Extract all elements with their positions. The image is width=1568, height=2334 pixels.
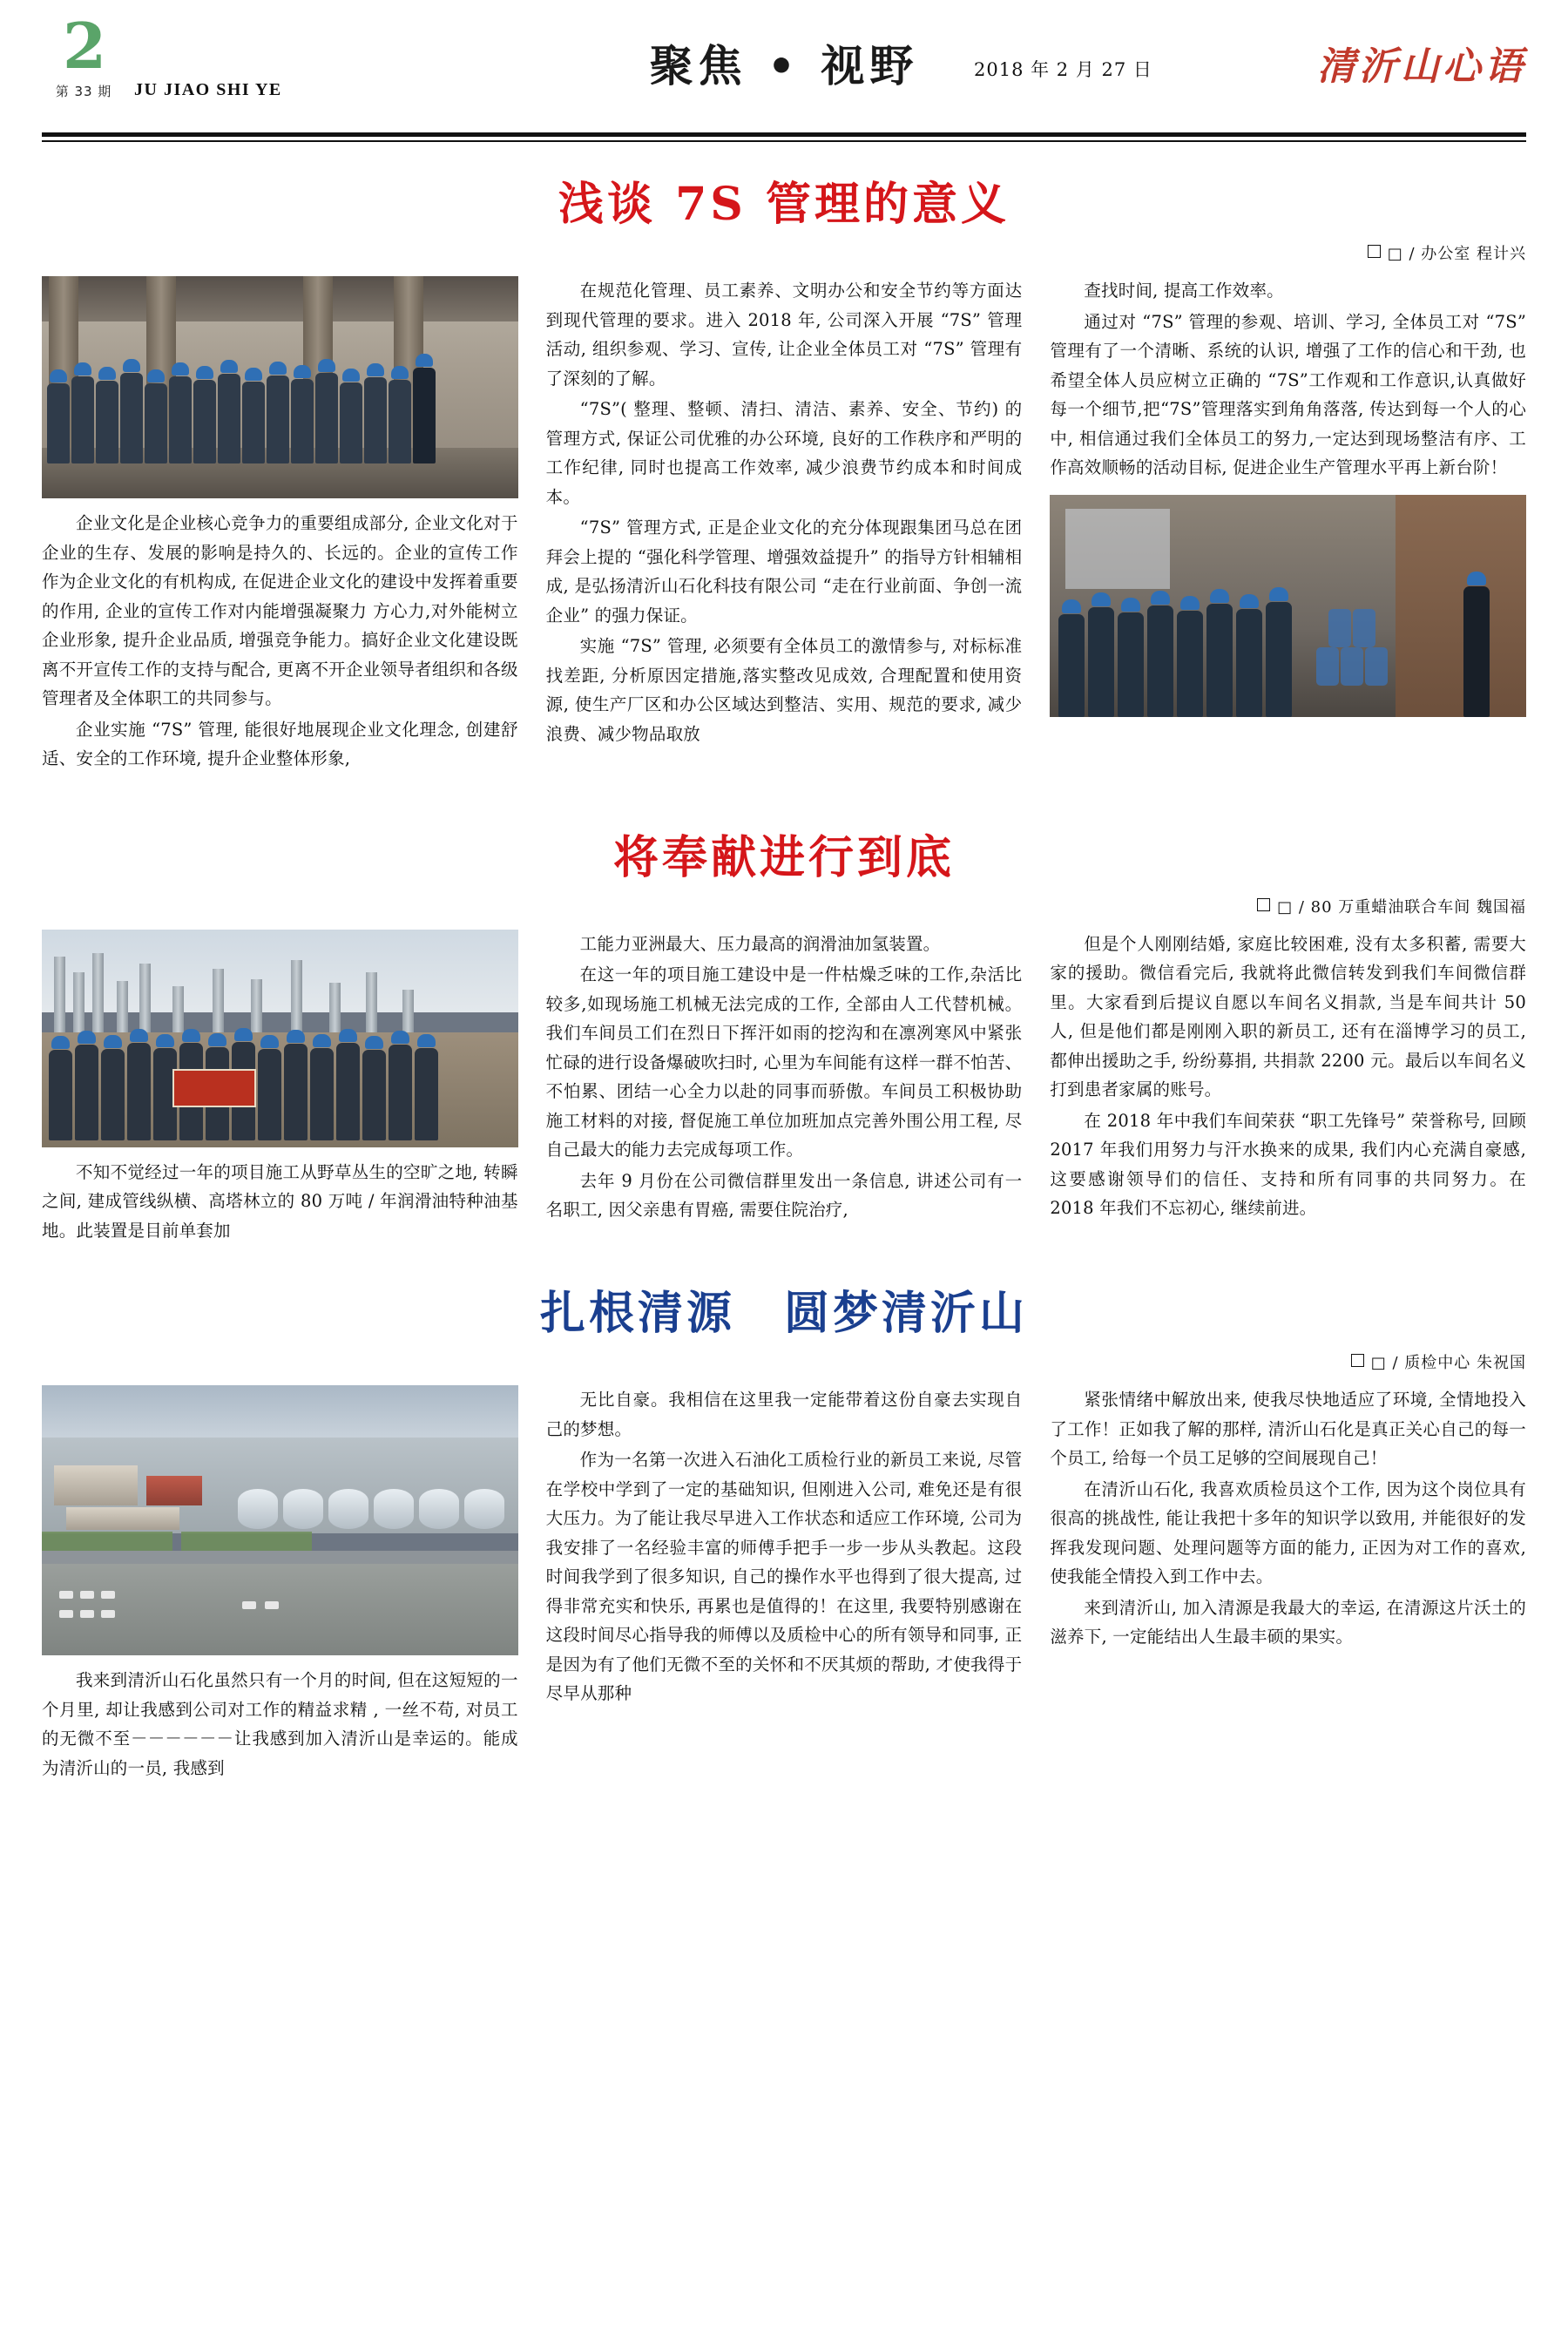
article-3-c3-p3: 来到清沂山, 加入清源是我最大的幸运, 在清源这片沃土的滋养下, 一定能结出人生最丰硕的果实。 xyxy=(1050,1597,1527,1647)
article-1-byline-text: □ / 办公室 程计兴 xyxy=(1387,245,1526,263)
article-1-c3-p1: 查找时间, 提高工作效率。 xyxy=(1084,281,1284,301)
section-title: 聚焦 • 视野 xyxy=(649,40,919,91)
article-3-c2-p1: 无比自豪。我相信在这里我一定能带着这份自豪去实现自己的梦想。 xyxy=(545,1390,1023,1439)
article-3-col-2 xyxy=(546,1385,1023,1784)
article-2-c2-p2: 在这一年的项目施工建设中是一件枯燥乏味的工作,杂活比较多,如现场施工机械无法完成的工作, 全部由人工代替机械。我们车间员工们在烈日下挥汗如雨的挖沟和在凛冽寒风中紧张忙碌的进行设备爆破吹扫时, 心里为车间能有这样一群不怕苦、不怕累、团结一心全力以赴的同事而骄傲。车间员工积极协助施工材料的对接, 督促施工单位加班加点完善外围公用工程, 尽自己最大的能力去完成每项工作。 xyxy=(545,964,1023,1160)
article-2-byline-text: □ / 80 万重蜡油联合车间 魏国福 xyxy=(1277,897,1526,917)
article-1-col-3 xyxy=(1050,276,1526,775)
article-1-c2-p4: 实施 “7S” 管理, 必须要有全体员工的激情参与, 对标标准找差距, 分析原因定措施,落实整改见成效, 合理配置和使用资源, 使生产厂区和办公区域达到整洁、实用、规范的要求, 减少浪费、减少物品取放 xyxy=(545,636,1023,744)
article-3-col-1 xyxy=(42,1385,518,1784)
article-1 xyxy=(42,167,1526,775)
byline-box-icon xyxy=(1368,245,1381,258)
article-1-c1-p2: 企业实施 “7S” 管理, 能很好地展现企业文化理念, 创建舒适、安全的工作环境, 提升企业整体形象, xyxy=(42,719,518,768)
masthead xyxy=(42,0,1526,122)
article-2 xyxy=(42,821,1526,1248)
article-3-c1-p1: 我来到清沂山石化虽然只有一个月的时间, 但在这短短的一个月里, 却让我感到公司对工作的精益求精 , 一丝不苟, 对员工的无微不至－－－－－－让我感到加入清沂山是幸运的。能成为清沂山的一员, 我感到 xyxy=(42,1670,518,1778)
article-2-c3-p2: 在 2018 年中我们车间荣获 “职工先锋号” 荣誉称号, 回顾 2017 年我们用努力与汗水换来的成果, 我们内心充满自豪感,这要感谢领导们的信任、支持和所有同事的共同努力。在 2018 年我们不忘初心, 继续前进。 xyxy=(1050,1110,1527,1218)
publication-brand: 清沂山心语 xyxy=(1317,44,1526,89)
article-1-c1-p1: 企业文化是企业核心竞争力的重要组成部分, 企业文化对于企业的生存、发展的影响是持久的、长远的。企业的宣传工作作为企业文化的有机构成, 在促进企业文化的建设中发挥着重要的作用, 企业的宣传工作对内能增强凝聚力 方心力,对外能树立企业形象, 提升企业品质, 增强竞争能力。搞好企业文化建设既离不开宣传工作的支持与配合, 更离不开企业领导者组织和各级管理者及全体职工的共同参与。 xyxy=(42,513,518,708)
article-2-byline xyxy=(42,895,1526,917)
article-1-col-2 xyxy=(546,276,1023,775)
photo-workers-inspection xyxy=(1050,495,1526,717)
article-3-col-3 xyxy=(1050,1385,1526,1784)
article-2-col-2 xyxy=(546,930,1023,1248)
article-2-col-3 xyxy=(1050,930,1526,1248)
page-number-block xyxy=(42,9,125,100)
masthead-pinyin: JU JIAO SHI YE xyxy=(134,80,282,99)
article-2-c2-p1: 工能力亚洲最大、压力最高的润滑油加氢装置。 xyxy=(579,933,941,954)
article-2-columns xyxy=(42,930,1526,1248)
article-3-byline xyxy=(42,1350,1526,1373)
photo-workers-group-indoor xyxy=(42,276,518,498)
article-1-headline: 浅谈 7S 管理的意义 xyxy=(558,178,1010,231)
article-3-byline-text: □ / 质检中心 朱祝国 xyxy=(1370,1354,1526,1372)
byline-box-icon xyxy=(1257,898,1270,911)
article-1-col-1 xyxy=(42,276,518,775)
article-1-byline xyxy=(42,241,1526,264)
masthead-rule-thin xyxy=(42,140,1526,142)
article-3 xyxy=(42,1276,1526,1784)
article-2-c2-p3: 去年 9 月份在公司微信群里发出一条信息, 讲述公司有一名职工, 因父亲患有胃癌, 需要住院治疗, xyxy=(545,1170,1023,1220)
photo-aerial-plant xyxy=(42,1385,518,1655)
article-1-c2-p2: “7S”( 整理、整顿、清扫、清洁、素养、安全、节约) 的管理方式, 保证公司优雅的办公环境, 良好的工作秩序和严明的工作纪律, 同时也提高工作效率, 减少浪费节约成本和时间成本。 xyxy=(545,399,1023,507)
article-3-headline: 扎根清源 圆梦清沂山 xyxy=(539,1287,1028,1340)
article-3-c3-p2: 在清沂山石化, 我喜欢质检员这个工作, 因为这个岗位具有很高的挑战性, 能让我把十多年的知识学以致用, 并能很好的发挥我发现问题、处理问题等方面的能力, 正因为对工作的喜欢, 使我能全情投入到工作中去。 xyxy=(1050,1478,1527,1586)
article-2-c3-p1: 但是个人刚刚结婚, 家庭比较困难, 没有太多积蓄, 需要大家的援助。微信看完后, 我就将此微信转发到我们车间微信群里。大家看到后提议自愿以车间名义捐款, 当是车间共计 50 人, 但是他们都是刚刚入职的新员工, 还有在淄博学习的员工, 都伸出援助之手, 纷纷募捐, 共捐款 2200 元。最后以车间名义打到患者家属的账号。 xyxy=(1050,933,1527,1099)
article-1-c2-p1: 在规范化管理、员工素养、文明办公和安全节约等方面达到现代管理的要求。进入 2018 年, 公司深入开展 “7S” 管理活动, 组织参观、学习、宣传, 让企业全体员工对 “7S” 管理有了深刻的了解。 xyxy=(545,281,1023,389)
article-2-c1-p1: 不知不觉经过一年的项目施工从野草丛生的空旷之地, 转瞬之间, 建成管线纵横、高塔林立的 80 万吨 / 年润滑油特种油基地。此装置是目前单套加 xyxy=(42,1161,518,1241)
byline-box-icon xyxy=(1351,1354,1364,1367)
team-banner xyxy=(172,1069,256,1107)
article-3-columns xyxy=(42,1385,1526,1784)
article-1-columns xyxy=(42,276,1526,775)
article-3-c2-p2: 作为一名第一次进入石油化工质检行业的新员工来说, 尽管在学校中学到了一定的基础知识, 但刚进入公司, 难免还是有很大压力。为了能让我尽早进入工作状态和适应工作环境, 公司为我安排了一名经验丰富的师傅手把手一步一步从头教起。这段时间我学到了很多知识, 自己的操作水平也得到了很大提高, 过得非常充实和快乐, 再累也是值得的！在这里, 我要特别感谢在这段时间尽心指导我的师傅以及质检中心的所有领导和同事, 正是因为有了他们无微不至的关怀和不厌其烦的帮助, 才使我得于尽早从那种 xyxy=(545,1450,1023,1703)
issue-number: 第 33 期 xyxy=(55,84,112,99)
publication-date: 2018 年 2 月 27 日 xyxy=(974,59,1152,80)
article-1-c2-p3: “7S” 管理方式, 正是企业文化的充分体现跟集团马总在团拜会上提的 “强化科学管理、增强效益提升” 的指导方针相辅相成, 是弘扬清沂山石化科技有限公司 “走在行业前面、争创一流企业” 的强力保证。 xyxy=(545,518,1023,626)
page-number: 2 xyxy=(62,9,105,83)
photo-team-banner-refinery xyxy=(42,930,518,1147)
article-2-col-1 xyxy=(42,930,518,1248)
article-1-c3-p2: 通过对 “7S” 管理的参观、培训、学习, 全体员工对 “7S” 管理有了一个清晰、系统的认识, 增强了工作的信心和干劲, 也希望全体人员应树立正确的 “7S”工作观和工作意识,认真做好每一个细节,把“7S”管理落实到角角落落, 传达到每一个人的心中, 相信通过我们全体员工的努力,一定达到现场整洁有序、工作高效顺畅的活动目标, 促进企业生产管理水平再上新台阶！ xyxy=(1050,311,1527,477)
article-2-headline: 将奉献进行到底 xyxy=(612,830,955,884)
article-3-c3-p1: 紧张情绪中解放出来, 使我尽快地适应了环境, 全情地投入了工作！正如我了解的那样, 清沂山石化是真正关心自己的每一个员工, 给每一个员工足够的空间展现自己！ xyxy=(1050,1390,1527,1468)
masthead-rule-thick xyxy=(42,132,1526,137)
